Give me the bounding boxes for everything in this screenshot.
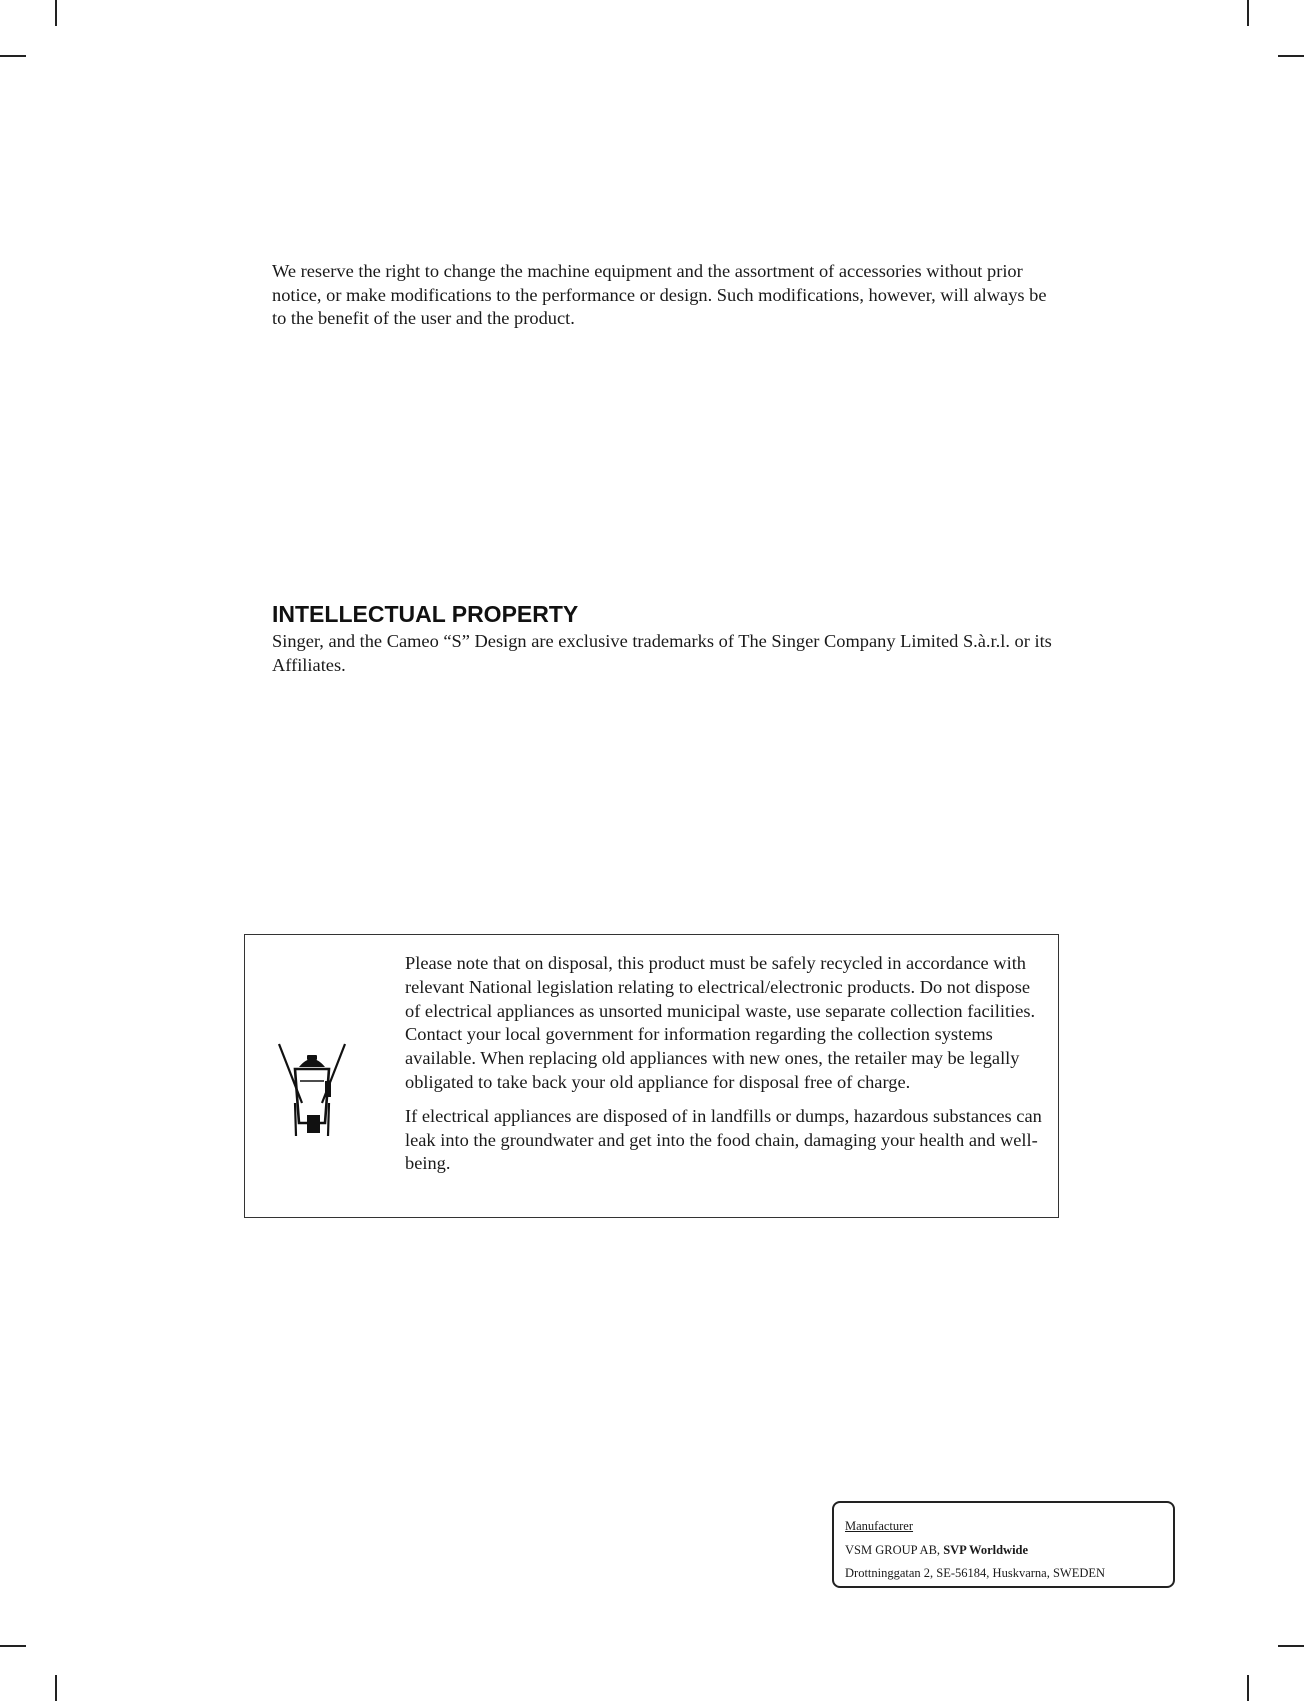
crop-mark (55, 0, 57, 26)
intellectual-property-heading: INTELLECTUAL PROPERTY (272, 601, 579, 627)
manufacturer-brand: SVP Worldwide (943, 1542, 1029, 1557)
crop-mark (0, 1645, 26, 1647)
crop-mark (1247, 1675, 1249, 1701)
disposal-text (405, 952, 1045, 1186)
disposal-paragraph-1: Please note that on disposal, this product must be safely recycled in accordance with relevant National legislation relating to electrical/electronic products. Do not dispose of electrical appliances as unsorted municipal waste, use separate collection facilities. Contact your local government for information regarding the collection systems available. When replacing old appliances with new ones, the retailer may be legally obligated to take back your old appliance for disposal free of charge. (405, 953, 1036, 1092)
crop-mark (55, 1675, 57, 1701)
crop-mark (1278, 55, 1304, 57)
manufacturer-box (832, 1501, 1175, 1588)
crop-mark (1278, 1645, 1304, 1647)
manufacturer-company: VSM GROUP AB, (845, 1542, 944, 1557)
crossed-out-wheelie-bin-icon (275, 1041, 349, 1137)
disposal-notice-box (244, 934, 1059, 1218)
manufacturer-company-line (845, 1539, 1173, 1563)
intellectual-property-section (272, 600, 1052, 677)
crop-mark (0, 55, 26, 57)
modification-notice-text: We reserve the right to change the machine equipment and the assortment of accessories without prior notice, or make modifications to the performance or design. Such modifications, however, will always be to the benefit of the user and the product. (272, 261, 1047, 328)
manufacturer-label: Manufacturer (845, 1519, 914, 1533)
modification-notice (272, 260, 1052, 331)
manufacturer-address: Drottninggatan 2, SE-56184, Huskvarna, SWEDEN (845, 1566, 1106, 1580)
crop-mark (1247, 0, 1249, 26)
intellectual-property-text: Singer, and the Cameo “S” Design are exclusive trademarks of The Singer Company Limited S.à.r.l. or its Affiliates. (272, 631, 1052, 675)
disposal-paragraph-2: If electrical appliances are disposed of in landfills or dumps, hazardous substances can leak into the groundwater and get into the food chain, damaging your health and well-being. (405, 1105, 1042, 1174)
